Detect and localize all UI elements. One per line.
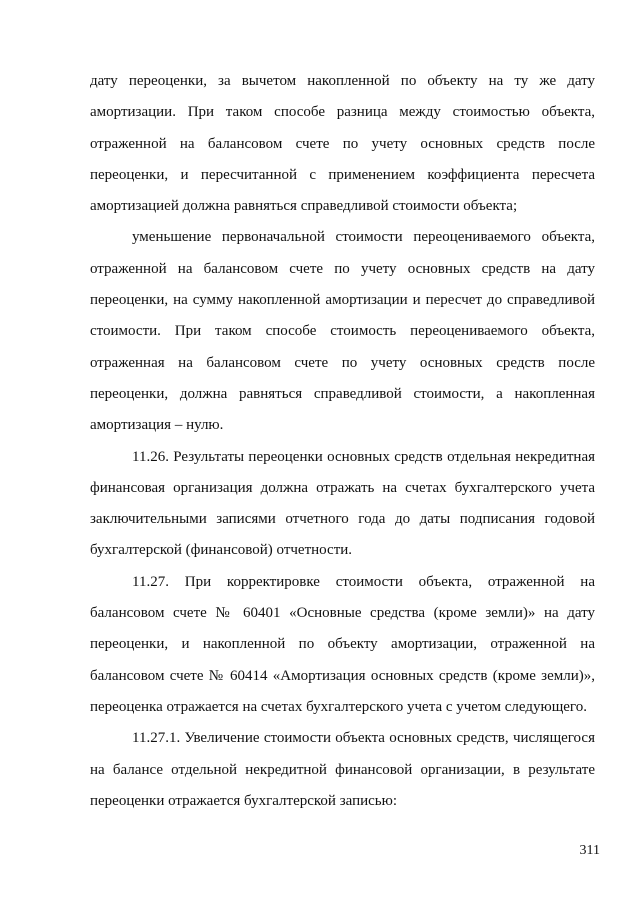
page-number: 311 bbox=[579, 843, 600, 858]
paragraph-continuation: дату переоценки, за вычетом накопленной по объекту на ту же дату амортизации. При таком способе разница между стоимостью объекта, отраженной на балансовом счете по учету основных средств после переоценки, и пересчитанной с применением коэффициента пересчета амортизацией должна равняться справедливой стоимости объекта; bbox=[90, 73, 595, 215]
paragraph-11-27-1: 11.27.1. Увеличение стоимости объекта основных средств, числящегося на балансе отдельной некредитной финансовой организации, в результате переоценки отражается бухгалтерской записью: bbox=[90, 730, 595, 809]
body-text bbox=[90, 66, 595, 817]
paragraph-11-26: 11.26. Результаты переоценки основных средств отдельная некредитная финансовая организация должна отражать на счетах бухгалтерского учета заключительными записями отчетного года до даты подписания годовой бухгалтерской (финансовой) отчетности. bbox=[90, 448, 595, 559]
paragraph-decrease-initial-cost: уменьшение первоначальной стоимости переоцениваемого объекта, отраженной на балансовом счете по учету основных средств на дату переоценки, на сумму накопленной амортизации и пересчет до справедливой стоимости. При таком способе стоимость переоцениваемого объекта, отраженная на балансовом счете по учету основных средств после переоценки, должна равняться справедливой стоимости, а накопленная амортизация – нулю. bbox=[90, 229, 595, 434]
paragraph-11-27: 11.27. При корректировке стоимости объекта, отраженной на балансовом счете № 60401 «Основные средства (кроме земли)» на дату переоценки, и накопленной по объекту амортизации, отраженной на балансовом счете № 60414 «Амортизация основных средств (кроме земли)», переоценка отражается на счетах бухгалтерского учета с учетом следующего. bbox=[90, 573, 595, 715]
